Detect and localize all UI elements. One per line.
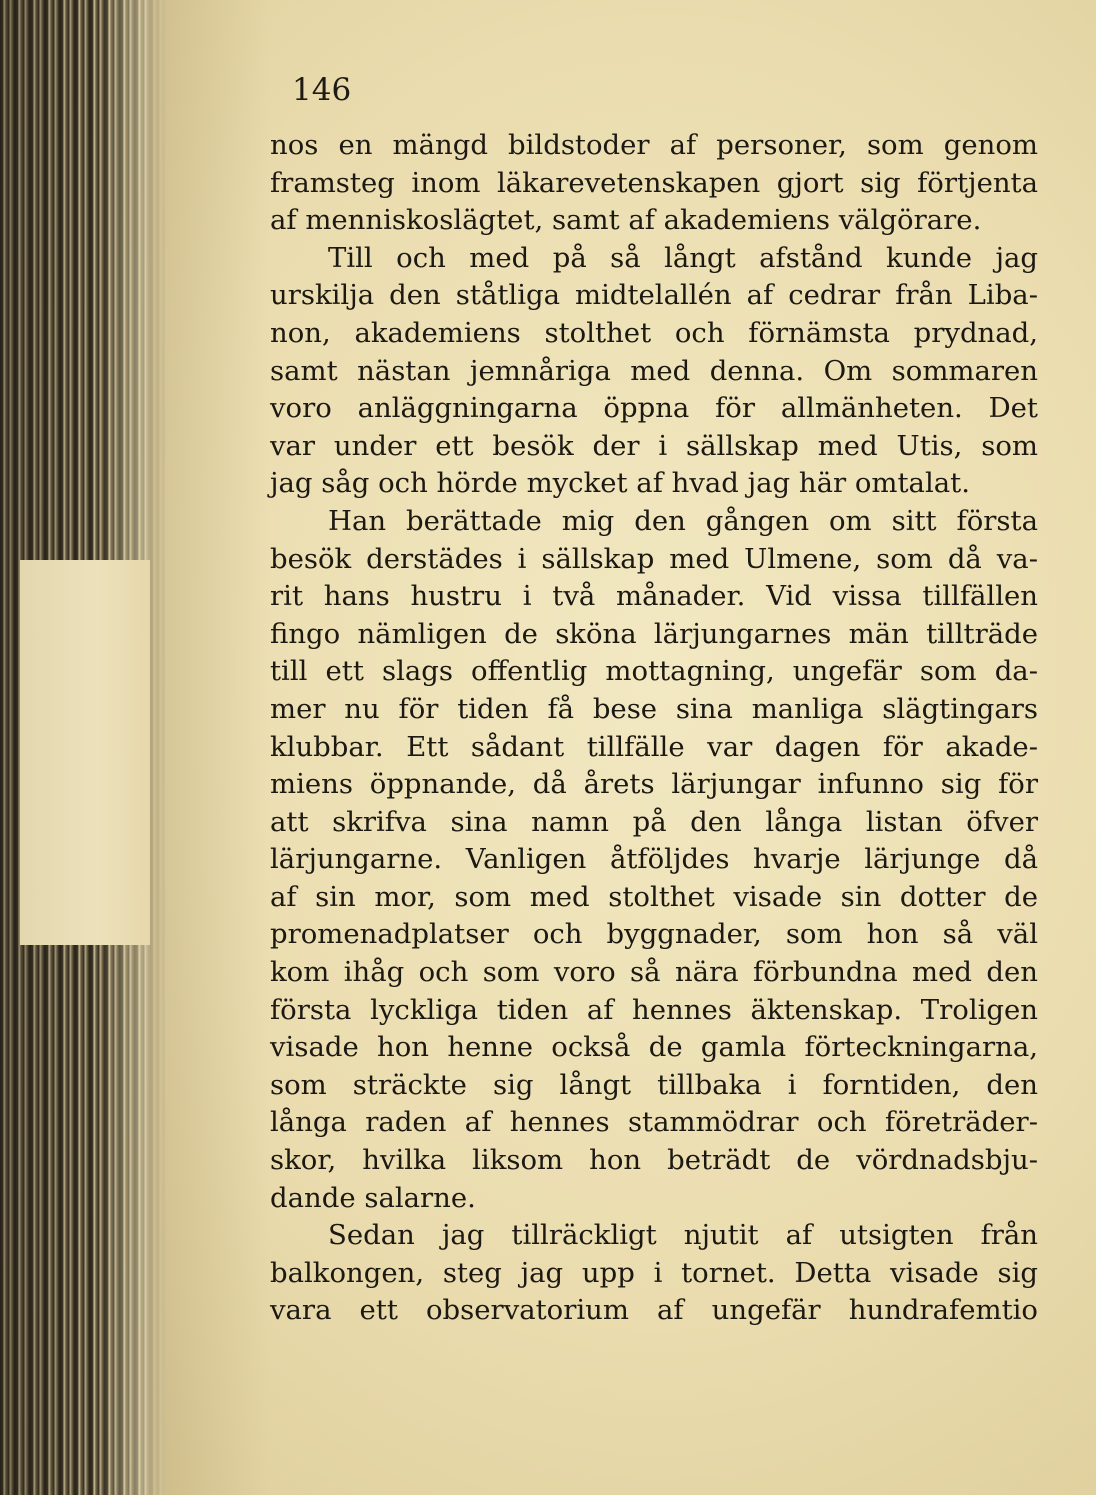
- text-line: att skrifva sina namn på den långa listan öfver: [270, 805, 1038, 838]
- page-number: 146: [292, 72, 352, 108]
- text-line: fingo nämligen de sköna lärjungarnes män tillträde: [270, 617, 1038, 650]
- page-edge-gap: [20, 560, 150, 945]
- text-line: urskilja den ståtliga midtelallén af cedrar från Liba-: [270, 279, 1038, 312]
- text-line: voro anläggningarna öppna för allmänheten. Det: [270, 392, 1038, 425]
- text-line: framsteg inom läkarevetenskapen gjort sig förtjenta: [270, 166, 1038, 199]
- text-line: vara ett observatorium af ungefär hundrafemtio: [270, 1294, 1038, 1327]
- text-line: klubbar. Ett sådant tillfälle var dagen för akade-: [270, 730, 1038, 763]
- text-line: till ett slags offentlig mottagning, ungefär som da-: [270, 655, 1038, 688]
- text-line: skor, hvilka liksom hon beträdt de vördnadsbju-: [270, 1144, 1038, 1177]
- text-line: var under ett besök der i sällskap med Utis, som: [270, 429, 1038, 462]
- text-line: Han berättade mig den gången om sitt första: [328, 504, 1038, 537]
- text-line: första lyckliga tiden af hennes äktenskap. Troligen: [270, 993, 1038, 1026]
- text-line: Sedan jag tillräckligt njutit af utsigten från: [328, 1219, 1038, 1252]
- text-line: som sträckte sig långt tillbaka i forntiden, den: [270, 1068, 1038, 1101]
- text-line: mer nu för tiden få bese sina manliga slägtingars: [270, 692, 1038, 725]
- text-line: af menniskoslägtet, samt af akademiens välgörare.: [270, 204, 982, 237]
- text-line: promenadplatser och byggnader, som hon så väl: [270, 918, 1038, 951]
- text-line: besök derstädes i sällskap med Ulmene, som då va-: [270, 542, 1038, 575]
- text-line: dande salarne.: [270, 1181, 476, 1214]
- text-line: miens öppnande, då årets lärjungar infunno sig för: [270, 768, 1038, 801]
- text-line: nos en mängd bildstoder af personer, som genom: [270, 129, 1038, 161]
- body-text: [270, 127, 1038, 1330]
- text-line: lärjungarne. Vanligen åtföljdes hvarje lärjunge då: [270, 843, 1038, 876]
- text-line: non, akademiens stolthet och förnämsta prydnad,: [270, 316, 1038, 349]
- gutter-shadow: [150, 0, 270, 1495]
- text-line: långa raden af hennes stammödrar och företräder-: [270, 1106, 1038, 1139]
- text-line: balkongen, steg jag upp i tornet. Detta visade sig: [270, 1256, 1038, 1289]
- text-line: kom ihåg och som voro så nära förbundna med den: [270, 956, 1038, 989]
- text-line: jag såg och hörde mycket af hvad jag här omtalat.: [270, 467, 970, 500]
- text-line: rit hans hustru i två månader. Vid vissa tillfällen: [270, 580, 1038, 613]
- text-line: af sin mor, som med stolthet visade sin dotter de: [270, 880, 1038, 913]
- text-line: visade hon henne också de gamla förteckningarna,: [270, 1031, 1038, 1064]
- text-line: samt nästan jemnåriga med denna. Om sommaren: [270, 354, 1038, 387]
- text-line: Till och med på så långt afstånd kunde jag: [328, 241, 1038, 274]
